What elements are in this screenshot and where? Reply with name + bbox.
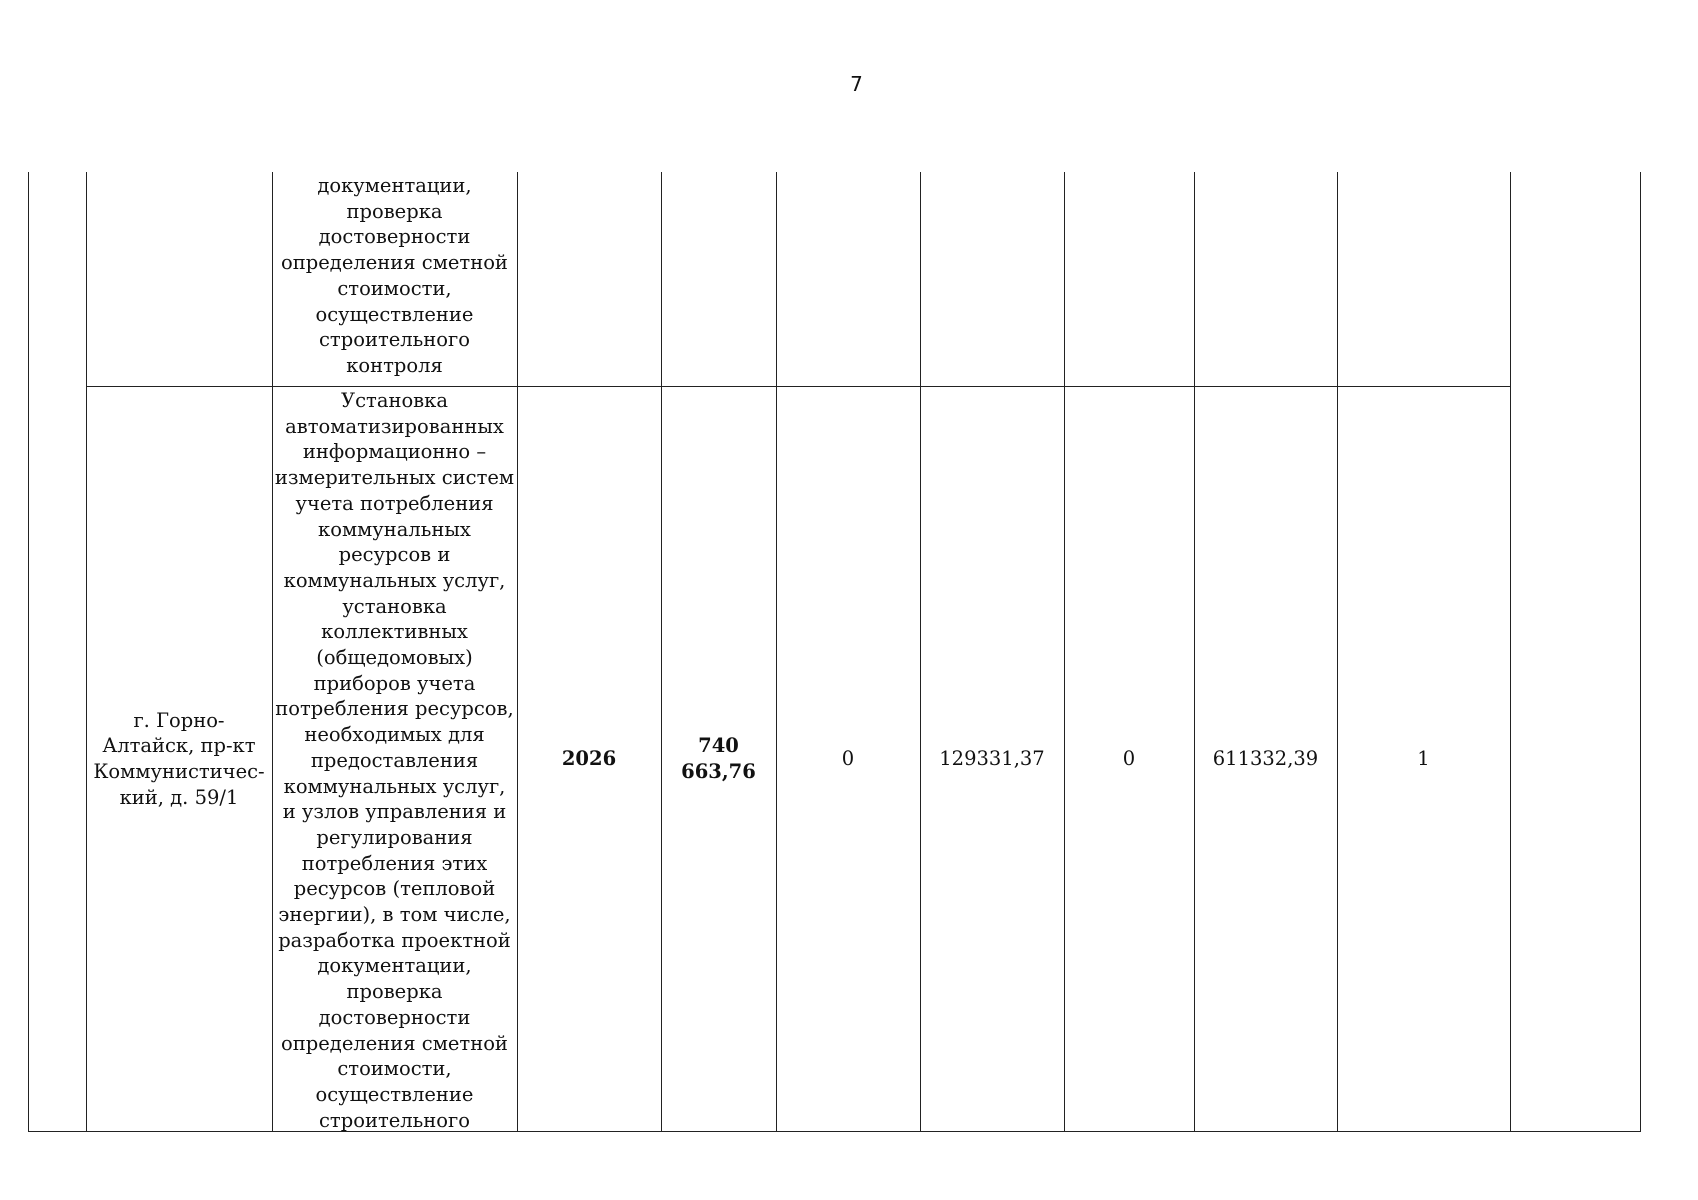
amount-cell: 129331,37 (939, 747, 1045, 771)
page-number: 7 (850, 72, 863, 96)
count-cell: 1 (1417, 747, 1430, 771)
work-description-continued: документации, проверка достоверности определения сметной стоимости, осуществление строительного контроля (281, 174, 508, 377)
amount-cell: 0 (841, 747, 855, 771)
amount-cell: 611332,39 (1212, 747, 1319, 771)
table-border-right (1640, 172, 1641, 1132)
address-cell: г. Горно- Алтайск, пр-кт Коммунистичес- кий, д. 59/1 (93, 708, 265, 809)
year-cell: 2026 (561, 747, 617, 771)
work-description-cell: Установка автоматизированных информационно – измерительных систем учета потребления коммунальных ресурсов и коммунальных услуг, установка коллективных (общедомовых) приборов учета потребления ресурсов, необходимых для предоставления коммунальных услуг, и узлов управления и регулирования потребления этих ресурсов (тепловой энергии), в том числе, разработка проектной документации, проверка достоверности определения сметной стоимости, осуществление строительного (274, 389, 515, 1132)
table-border-bottom (28, 1131, 1641, 1132)
column-divider (1510, 172, 1511, 1132)
amount-cell: 0 (1122, 747, 1136, 771)
table-border-left (28, 172, 29, 1132)
total-cost-cell: 740 663,76 (681, 734, 756, 783)
